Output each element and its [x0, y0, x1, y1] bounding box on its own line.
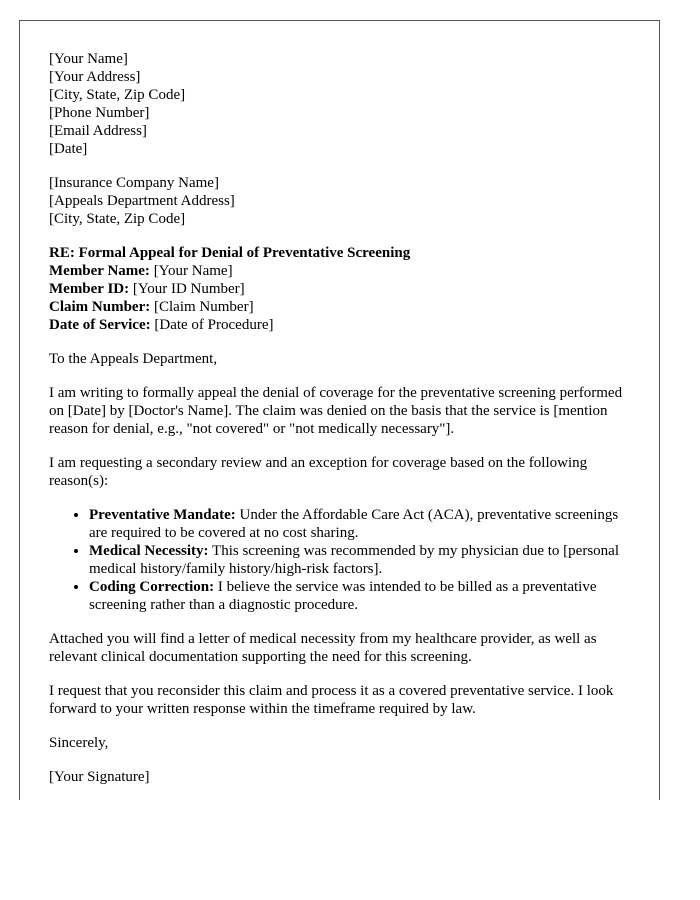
list-item: [89, 578, 631, 614]
sender-email: [Email Address]: [49, 123, 147, 139]
sender-phone: [Phone Number]: [49, 105, 150, 121]
reason-text: Under the Affordable Care Act (ACA), preventative screenings are required to be covered at no cost sharing.: [89, 507, 619, 541]
re-date-of-service: [49, 316, 631, 334]
claim-number-label: Claim Number:: [49, 299, 151, 315]
sender-name: [Your Name]: [49, 51, 128, 67]
member-name-label: Member Name:: [49, 263, 150, 279]
signature: [Your Signature]: [49, 769, 150, 785]
re-subject: [49, 244, 631, 262]
sender-address: [Your Address]: [49, 69, 141, 85]
re-block: [49, 244, 631, 334]
reason-label: Preventative Mandate:: [89, 507, 236, 523]
re-claim-number: [49, 298, 631, 316]
letter-page: [19, 20, 660, 800]
reasons-list: [49, 506, 631, 614]
list-item: [89, 542, 631, 578]
re-member-id: [49, 280, 631, 298]
recipient-city-state-zip: [City, State, Zip Code]: [49, 211, 186, 227]
request-paragraph: I am requesting a secondary review and an exception for coverage based on the following reason(s):: [49, 455, 588, 489]
sender-block: [49, 50, 631, 158]
reason-label: Medical Necessity:: [89, 543, 209, 559]
date-of-service-label: Date of Service:: [49, 317, 151, 333]
intro-paragraph: I am writing to formally appeal the denial of coverage for the preventative screening performed on [Date] by [Doctor's Name]. The claim was denied on the basis that the service is [mention reason for denial, e.g., "not covered" or "not medically necessary"].: [49, 385, 623, 437]
sender-city-state-zip: [City, State, Zip Code]: [49, 87, 186, 103]
recipient-address: [Appeals Department Address]: [49, 193, 235, 209]
recipient-company: [Insurance Company Name]: [49, 175, 219, 191]
recipient-block: [49, 174, 631, 228]
member-name-value: [Your Name]: [149, 263, 233, 279]
re-member-name: [49, 262, 631, 280]
salutation: To the Appeals Department,: [49, 351, 218, 367]
reason-text: This screening was recommended by my physician due to [personal medical history/family history/high-risk factors].: [89, 543, 619, 577]
member-id-value: [Your ID Number]: [129, 281, 245, 297]
reason-label: Coding Correction:: [89, 579, 215, 595]
list-item: [89, 506, 631, 542]
attached-paragraph: Attached you will find a letter of medical necessity from my healthcare provider, as well as relevant clinical documentation supporting the need for this screening.: [49, 631, 597, 665]
signoff: Sincerely,: [49, 735, 109, 751]
date-of-service-value: [Date of Procedure]: [150, 317, 274, 333]
reason-text: I believe the service was intended to be billed as a preventative screening rather than a diagnostic procedure.: [89, 579, 597, 613]
reconsider-paragraph: I request that you reconsider this claim and process it as a covered preventative service. I look forward to your written response within the timeframe required by law.: [49, 683, 614, 717]
sender-date: [Date]: [49, 141, 88, 157]
member-id-label: Member ID:: [49, 281, 130, 297]
re-subject-text: RE: Formal Appeal for Denial of Preventative Screening: [49, 245, 411, 261]
claim-number-value: [Claim Number]: [150, 299, 254, 315]
